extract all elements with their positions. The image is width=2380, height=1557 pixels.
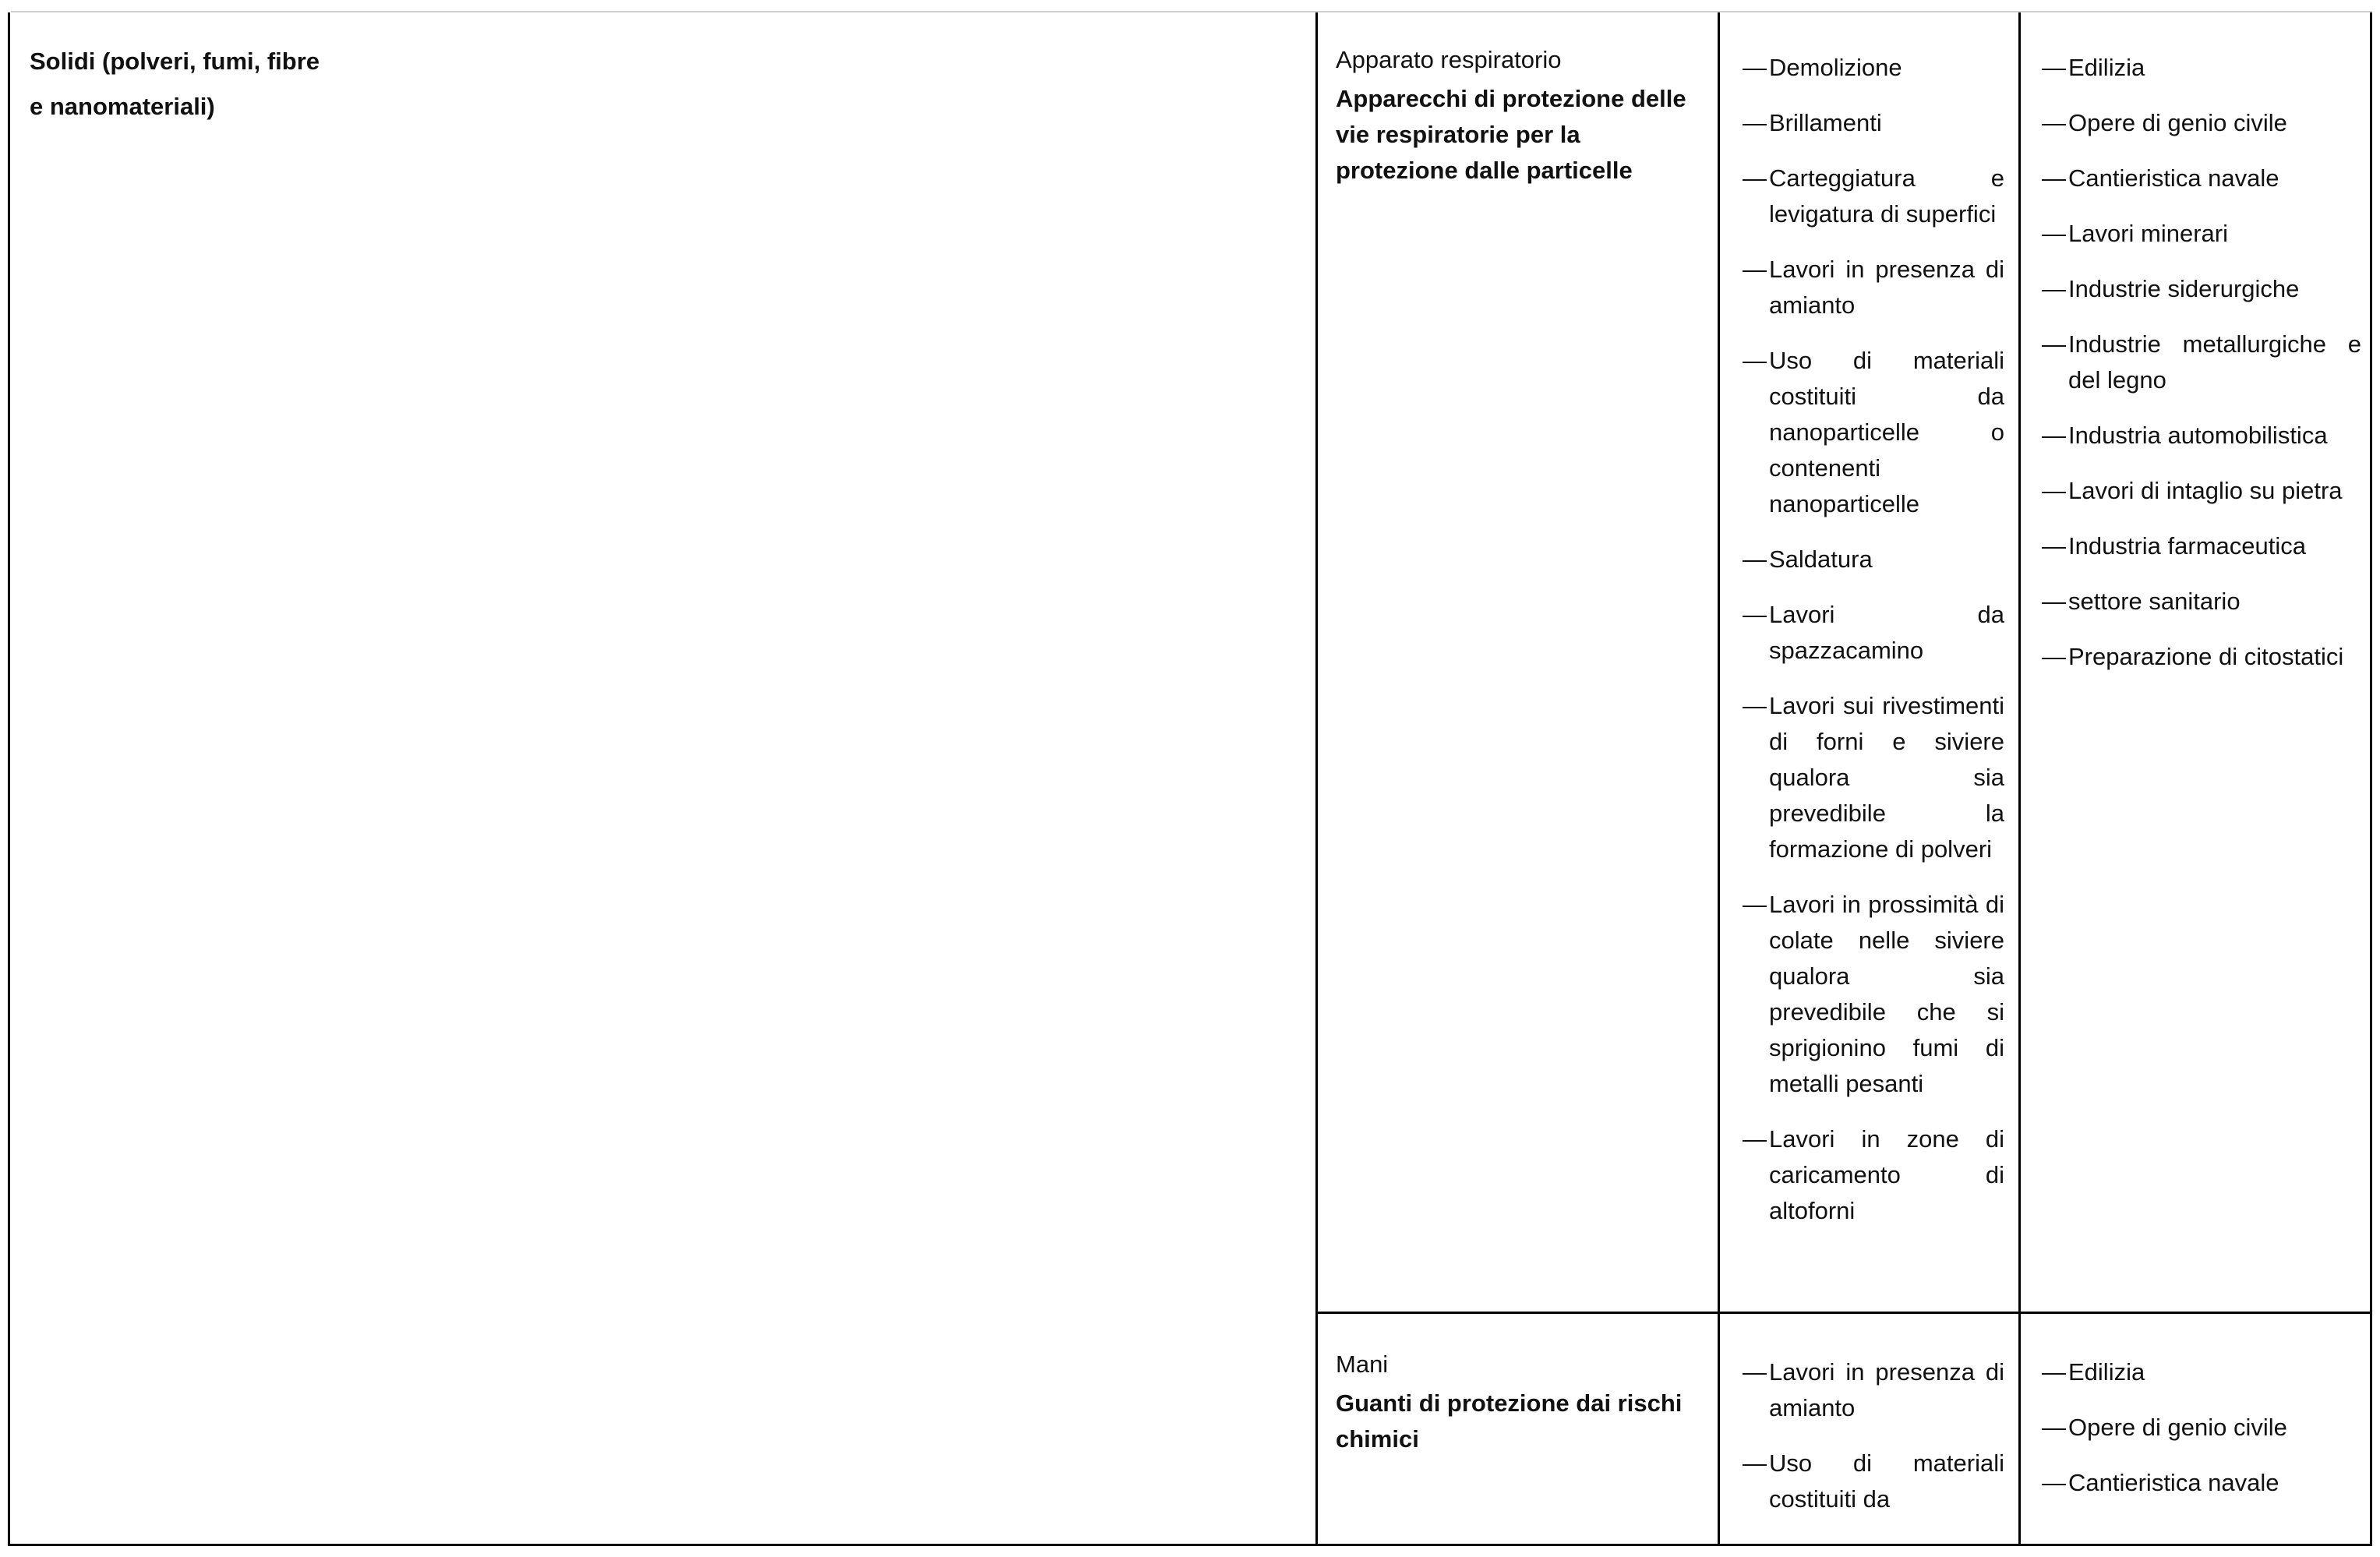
list-item: — Lavori in prossimità di colate nelle siviere qualora sia prevedibile che si sprigionino fumi di metalli pesanti xyxy=(1743,887,2004,1102)
dash-bullet: — xyxy=(1743,601,1767,628)
category-cell xyxy=(30,44,1277,125)
dash-bullet: — xyxy=(1743,891,1767,918)
dpi-type-label: Guanti di protezione dai rischi chimici xyxy=(1336,1389,1683,1453)
list-item: — Uso di materiali costituiti da nanoparticelle o contenenti nanoparticelle xyxy=(1743,343,2004,522)
category-line-2: e nanomateriali) xyxy=(30,93,215,120)
list-item: — Demolizione xyxy=(1743,50,2004,86)
dash-bullet: — xyxy=(2042,477,2066,504)
list-item: — Saldatura xyxy=(1743,542,2004,577)
body-zone-label: Apparato respiratorio xyxy=(1336,46,1562,73)
list-item: — settore sanitario xyxy=(2042,584,2361,620)
sectors-cell-respiratory xyxy=(2042,50,2361,694)
list-item: — Industria farmaceutica xyxy=(2042,528,2361,564)
list-item: — Lavori sui rivestimenti di forni e siviere qualora sia prevedibile la formazione di polveri xyxy=(1743,688,2004,867)
list-item: — Industrie siderurgiche xyxy=(2042,271,2361,307)
activities-cell-respiratory xyxy=(1743,50,2004,1248)
list-item: — Brillamenti xyxy=(1743,105,2004,141)
body-zone-label: Mani xyxy=(1336,1350,1389,1378)
dash-bullet: — xyxy=(1743,54,1767,81)
sectors-list xyxy=(2042,50,2361,675)
list-item: — Lavori in zone di caricamento di altoforni xyxy=(1743,1121,2004,1229)
list-item: — Industria automobilistica xyxy=(2042,418,2361,454)
list-item: — Carteggiatura e levigatura di superfici xyxy=(1743,161,2004,232)
dash-bullet: — xyxy=(1743,1358,1767,1386)
list-item: — Cantieristica navale xyxy=(2042,1465,2361,1501)
category-line-1: Solidi (polveri, fumi, fibre xyxy=(30,48,320,75)
list-item: — Opere di genio civile xyxy=(2042,105,2361,141)
zone-cell-hands xyxy=(1336,1347,1686,1457)
table-border-left xyxy=(8,12,10,1546)
list-item: — Edilizia xyxy=(2042,1354,2361,1390)
list-item: — Preparazione di citostatici xyxy=(2042,639,2361,675)
dash-bullet: — xyxy=(1743,692,1767,719)
row-divider xyxy=(1315,1312,2372,1314)
list-item: — Industrie metallurgiche e del legno xyxy=(2042,327,2361,398)
dash-bullet: — xyxy=(2042,588,2066,615)
list-item: — Opere di genio civile xyxy=(2042,1410,2361,1446)
activities-list xyxy=(1743,1354,2004,1517)
dpi-table xyxy=(8,12,2372,1546)
dash-bullet: — xyxy=(2042,330,2066,358)
dash-bullet: — xyxy=(2042,422,2066,449)
dash-bullet: — xyxy=(2042,1358,2066,1386)
sectors-cell-hands xyxy=(2042,1354,2361,1520)
dash-bullet: — xyxy=(2042,532,2066,560)
table-border-bottom xyxy=(8,1544,2372,1546)
dash-bullet: — xyxy=(2042,1469,2066,1496)
dash-bullet: — xyxy=(1743,347,1767,374)
column-divider-3 xyxy=(2018,12,2021,1546)
list-item: — Lavori in presenza di amianto xyxy=(1743,252,2004,323)
list-item: — Lavori da spazzacamino xyxy=(1743,597,2004,669)
dash-bullet: — xyxy=(2042,164,2066,192)
dash-bullet: — xyxy=(1743,109,1767,136)
list-item: — Lavori di intaglio su pietra xyxy=(2042,473,2361,509)
list-item: — Uso di materiali costituiti da xyxy=(1743,1446,2004,1517)
list-item: — Edilizia xyxy=(2042,50,2361,86)
dash-bullet: — xyxy=(1743,256,1767,283)
list-item: — Lavori in presenza di amianto xyxy=(1743,1354,2004,1426)
dash-bullet: — xyxy=(1743,545,1767,573)
dash-bullet: — xyxy=(1743,1125,1767,1153)
dash-bullet: — xyxy=(2042,643,2066,670)
activities-cell-hands xyxy=(1743,1354,2004,1537)
dash-bullet: — xyxy=(2042,220,2066,247)
zone-cell-respiratory xyxy=(1336,42,1686,189)
table-border-right xyxy=(2370,12,2372,1546)
list-item: — Lavori minerari xyxy=(2042,216,2361,252)
column-divider-2 xyxy=(1718,12,1720,1546)
activities-list xyxy=(1743,50,2004,1229)
dash-bullet: — xyxy=(2042,1414,2066,1441)
dash-bullet: — xyxy=(2042,54,2066,81)
column-divider-1 xyxy=(1315,12,1318,1546)
dpi-type-label: Apparecchi di protezione delle vie respiratorie per la protezione dalle particelle xyxy=(1336,85,1686,184)
dash-bullet: — xyxy=(2042,275,2066,302)
sectors-list xyxy=(2042,1354,2361,1501)
dash-bullet: — xyxy=(2042,109,2066,136)
dash-bullet: — xyxy=(1743,1449,1767,1477)
list-item: — Cantieristica navale xyxy=(2042,161,2361,196)
dash-bullet: — xyxy=(1743,164,1767,192)
